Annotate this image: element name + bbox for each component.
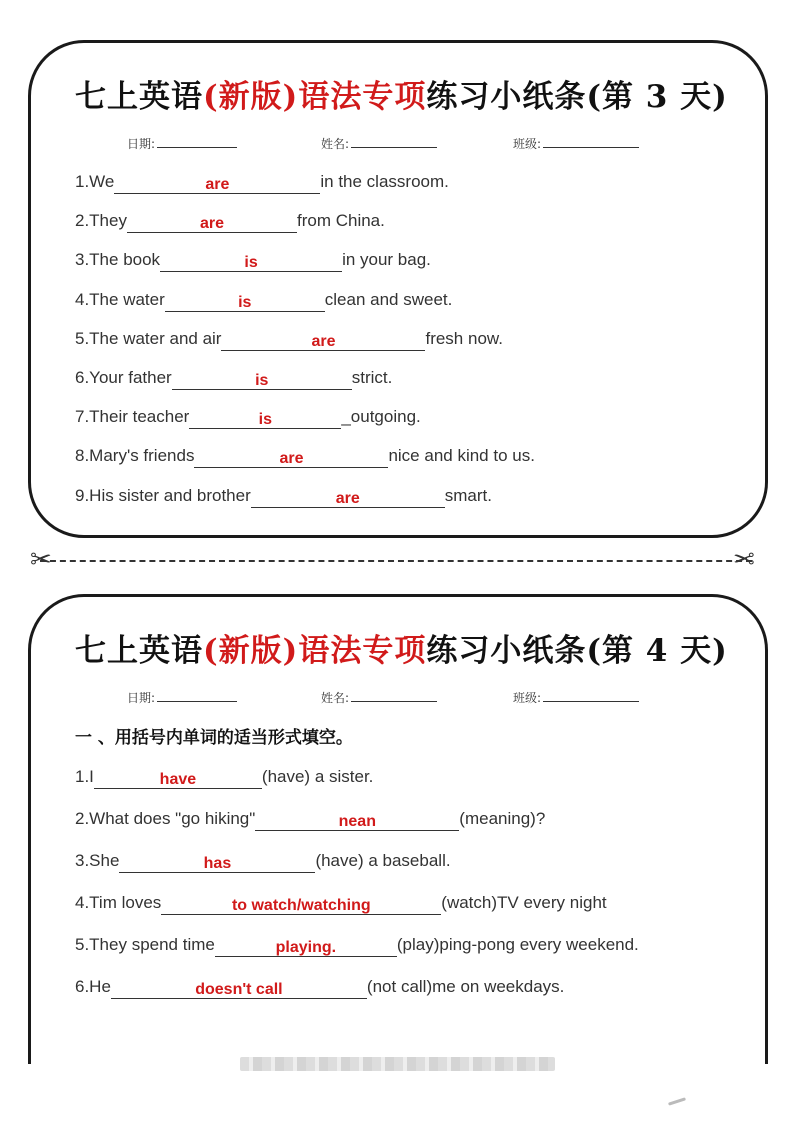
question-3: 3.The book is in your bag. xyxy=(75,250,431,271)
title-suffix: 练习小纸条(第 4 天) xyxy=(426,633,728,669)
answer-blank[interactable]: doesn't call xyxy=(111,977,367,999)
answer-blank[interactable]: has xyxy=(119,851,315,873)
answer-blank[interactable]: are xyxy=(221,329,425,351)
answer-blank[interactable]: to watch/watching xyxy=(161,893,441,915)
question-2: 2.They are from China. xyxy=(75,211,385,232)
question-1: 1.We are in the classroom. xyxy=(75,172,449,193)
title-prefix: 七上英语 xyxy=(75,79,203,115)
answer-blank[interactable]: is xyxy=(172,368,352,390)
question-9: 9.His sister and brother are smart. xyxy=(75,486,492,507)
question-1: 1.I have (have) a sister. xyxy=(75,767,374,788)
day4-title xyxy=(75,625,728,670)
question-6: 6.Your father is strict. xyxy=(75,368,393,389)
answer-blank[interactable]: is xyxy=(165,290,325,312)
answer-blank[interactable]: is xyxy=(160,250,342,272)
worksheet-day3 xyxy=(28,40,768,538)
answer-blank[interactable]: have xyxy=(94,767,262,789)
question-6: 6.He doesn't call (not call)me on weekdays. xyxy=(75,977,565,998)
scissors-icon: ✂ xyxy=(30,545,52,575)
answer-blank[interactable]: are xyxy=(194,446,388,468)
question-4: 4.Tim loves to watch/watching (watch)TV every night xyxy=(75,893,607,914)
title-highlight: (新版)语法专项 xyxy=(203,79,427,115)
class-field: 班级: xyxy=(513,135,639,152)
answer-blank[interactable]: are xyxy=(114,172,320,194)
title-suffix: 练习小纸条(第 3 天) xyxy=(426,79,728,115)
name-field: 姓名: xyxy=(321,689,437,706)
question-3: 3.She has (have) a baseball. xyxy=(75,851,451,872)
date-field: 日期: xyxy=(127,689,237,706)
blurred-footer xyxy=(240,1057,555,1071)
faint-mark xyxy=(668,1097,686,1105)
class-field: 班级: xyxy=(513,689,639,706)
title-prefix: 七上英语 xyxy=(75,633,203,669)
answer-blank[interactable]: are xyxy=(251,486,445,508)
question-2: 2.What does "go hiking" nean (meaning)? xyxy=(75,809,546,830)
question-5: 5.They spend time playing. (play)ping-pong every weekend. xyxy=(75,935,639,956)
question-7: 7.Their teacher is _outgoing. xyxy=(75,407,421,428)
title-highlight: (新版)语法专项 xyxy=(203,633,427,669)
scissors-icon: ✂ xyxy=(733,545,755,575)
question-8: 8.Mary's friends are nice and kind to us. xyxy=(75,446,535,467)
answer-blank[interactable]: is xyxy=(189,407,341,429)
answer-blank[interactable]: are xyxy=(127,211,297,233)
cut-line xyxy=(40,560,752,562)
date-field: 日期: xyxy=(127,135,237,152)
day3-title xyxy=(75,71,728,116)
question-4: 4.The water is clean and sweet. xyxy=(75,290,453,311)
section-heading: 一 、用括号内单词的适当形式填空。 xyxy=(75,728,353,748)
worksheet-day4 xyxy=(28,594,768,1064)
name-field: 姓名: xyxy=(321,135,437,152)
answer-blank[interactable]: nean xyxy=(255,809,459,831)
question-5: 5.The water and air are fresh now. xyxy=(75,329,503,350)
answer-blank[interactable]: playing. xyxy=(215,935,397,957)
